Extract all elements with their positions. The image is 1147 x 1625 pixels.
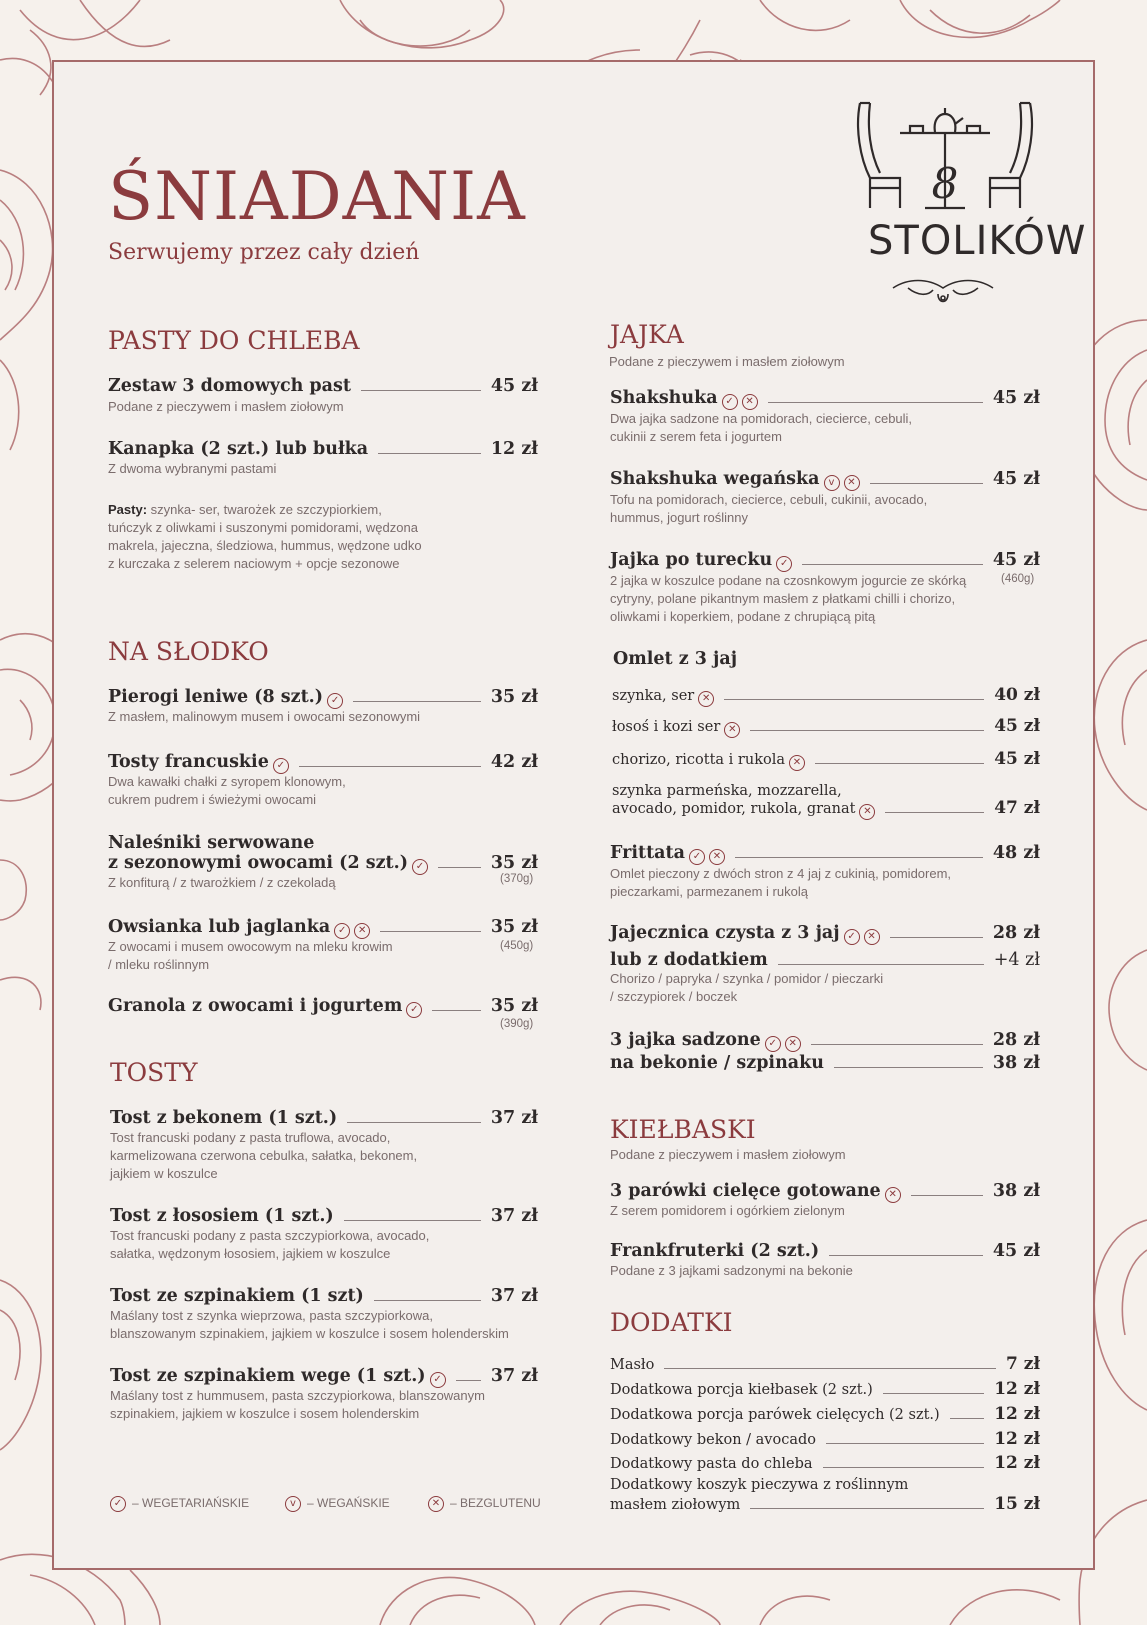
dotted-leader — [344, 1220, 481, 1221]
dotted-leader — [883, 1393, 984, 1394]
item-price: 45 zł — [992, 469, 1040, 489]
dotted-leader — [724, 699, 984, 700]
dotted-leader — [361, 390, 481, 391]
legend-label: – WEGETARIAŃSKIE — [132, 1496, 250, 1510]
item-name: Pierogi leniwe (8 szt.) — [108, 687, 324, 707]
section-title-pasty: PASTY DO CHLEBA — [108, 326, 360, 355]
page-title: ŚNIADANIA — [108, 158, 526, 235]
item-weight: (460g) — [1001, 573, 1035, 585]
item-price: 35 zł — [490, 853, 538, 873]
menu-item — [108, 752, 538, 773]
menu-item — [610, 1404, 1040, 1424]
item-price: 40 zł — [994, 685, 1040, 705]
item-name: Masło — [610, 1357, 655, 1373]
item-name: z sezonowymi owocami (2 szt.) — [108, 853, 408, 873]
item-price: 12 zł — [994, 1379, 1040, 1399]
item-price: 12 zł — [490, 439, 538, 459]
legend-label: – WEGAŃSKIE — [307, 1496, 390, 1510]
desc-line: Tofu na pomidorach, ciecierce, cebuli, cukinii, avocado, — [610, 492, 928, 507]
item-description: Podane z 3 jajkami sadzonymi na bekonie — [610, 1263, 853, 1278]
menu-item — [610, 469, 1040, 490]
dotted-leader — [885, 812, 984, 813]
gluten-free-icon: ✕ — [428, 1496, 444, 1512]
item-name: szynka parmeńska, mozzarella, — [612, 783, 842, 799]
vegetarian-icon: ✓ — [110, 1496, 126, 1512]
menu-item — [610, 1241, 1040, 1261]
desc-line: Dwa kawałki chałki z syropem klonowym, — [108, 774, 346, 789]
vegan-icon: v — [285, 1496, 301, 1512]
item-weight: (450g) — [500, 940, 534, 952]
item-name: Dodatkowa porcja parówek cielęcych (2 szt.) — [610, 1407, 940, 1423]
dotted-leader — [378, 453, 481, 454]
desc-line: / szczypiorek / boczek — [610, 989, 738, 1004]
item-description — [610, 491, 927, 527]
vegetarian-icon: ✓ — [844, 929, 860, 945]
menu-item — [110, 1206, 538, 1226]
menu-item — [610, 1429, 1040, 1449]
desc-line: Maślany tost z szynka wieprzowa, pasta szczypiorkowa, — [110, 1308, 433, 1323]
item-name: chorizo, ricotta i rukola — [612, 752, 785, 768]
section-title-dodatki: DODATKI — [610, 1308, 733, 1337]
section-note: Podane z pieczywem i masłem ziołowym — [610, 1147, 846, 1162]
dotted-leader — [829, 1255, 983, 1256]
gluten-free-icon: ✕ — [698, 691, 714, 707]
dotted-leader — [299, 766, 481, 767]
item-name: lub z dodatkiem — [610, 950, 768, 970]
item-price: 37 zł — [490, 1366, 538, 1386]
menu-item — [612, 716, 1040, 737]
item-price: 37 zł — [490, 1206, 538, 1226]
item-price: 45 zł — [992, 388, 1040, 408]
pasty-list — [108, 501, 428, 573]
item-price: 38 zł — [992, 1181, 1040, 1201]
item-description — [110, 1129, 417, 1183]
gluten-free-icon: ✕ — [789, 755, 805, 771]
gluten-free-icon: ✕ — [885, 1187, 901, 1203]
item-price: 28 zł — [992, 923, 1040, 943]
item-name: Tost ze szpinakiem (1 szt) — [110, 1286, 364, 1306]
vegetarian-icon: ✓ — [327, 693, 343, 709]
gluten-free-icon: ✕ — [742, 394, 758, 410]
dotted-leader — [750, 730, 984, 731]
menu-item — [610, 1181, 1040, 1202]
item-price: 35 zł — [490, 687, 538, 707]
desc-line: pieczarkami, parmezanem i rukolą — [610, 884, 808, 899]
item-name: Jajecznica czysta z 3 jaj — [610, 923, 840, 943]
item-name: Dodatkowa porcja kiełbasek (2 szt.) — [610, 1382, 873, 1398]
legend-label: – BEZGLUTENU — [450, 1496, 541, 1510]
desc-line: Tost francuski podany z pasta szczypiorkowa, avocado, — [110, 1228, 430, 1243]
item-name: Granola z owocami i jogurtem — [108, 996, 403, 1016]
section-title-jajka: JAJKA — [610, 320, 684, 349]
dotted-leader — [768, 402, 983, 403]
desc-line: Dwa jajka sadzone na pomidorach, ciecierce, cebuli, — [610, 411, 913, 426]
section-title-kielbaski: KIEŁBASKI — [610, 1115, 756, 1144]
vegetarian-icon: ✓ — [765, 1036, 781, 1052]
menu-item — [610, 1379, 1040, 1399]
item-name: szynka, ser — [612, 688, 695, 704]
item-price: 38 zł — [992, 1053, 1040, 1073]
item-price: 45 zł — [992, 550, 1040, 570]
item-name: na bekonie / szpinaku — [610, 1053, 824, 1073]
item-price: 12 zł — [994, 1429, 1040, 1449]
desc-line: oliwkami i koperkiem, podane z chrupiącą pitą — [610, 609, 876, 624]
section-note: Podane z pieczywem i masłem ziołowym — [609, 354, 845, 369]
menu-item — [612, 749, 1040, 770]
ornament-icon — [888, 276, 998, 310]
item-description — [610, 970, 883, 1006]
dotted-leader — [438, 867, 481, 868]
item-price: 45 zł — [992, 1241, 1040, 1261]
gluten-free-icon: ✕ — [844, 475, 860, 491]
dotted-leader — [802, 564, 983, 565]
item-description — [108, 773, 346, 809]
dotted-leader — [870, 483, 983, 484]
page-subtitle: Serwujemy przez cały dzień — [108, 240, 420, 265]
menu-item — [108, 853, 538, 874]
item-description — [610, 865, 951, 901]
desc-line: sałatka, wędzonym łososiem, jajkiem w koszulce — [110, 1246, 391, 1261]
legend-vegetarian — [110, 1495, 249, 1511]
item-price: +4 zł — [993, 950, 1040, 970]
menu-item — [610, 1494, 1040, 1514]
menu-item — [108, 439, 538, 459]
item-price: 12 zł — [994, 1453, 1040, 1473]
gluten-free-icon: ✕ — [354, 923, 370, 939]
item-description — [610, 410, 912, 446]
desc-line: 2 jajka w koszulce podane na czosnkowym jogurcie ze skórką — [610, 573, 967, 588]
desc-line: jajkiem w koszulce — [110, 1166, 218, 1181]
dotted-leader — [950, 1418, 985, 1419]
item-price: 45 zł — [994, 716, 1040, 736]
menu-item — [610, 1354, 1040, 1374]
desc-line: cukrem pudrem i świeżymi owocami — [108, 792, 317, 807]
menu-item — [108, 376, 538, 396]
dotted-leader — [890, 937, 983, 938]
item-description: Podane z pieczywem i masłem ziołowym — [108, 399, 344, 414]
menu-item — [612, 685, 1040, 706]
menu-item — [108, 996, 538, 1017]
desc-line: blanszowanym szpinakiem, jajkiem w koszulce i sosem holenderskim — [110, 1326, 509, 1341]
item-price: 35 zł — [490, 996, 538, 1016]
desc-line: karmelizowana czerwona cebulka, sałatka, bekonem, — [110, 1148, 418, 1163]
item-description: Z serem pomidorem i ogórkiem zielonym — [610, 1203, 845, 1218]
item-price: 28 zł — [992, 1030, 1040, 1050]
item-name: Jajka po turecku — [610, 550, 773, 570]
section-title-slodko: NA SŁODKO — [108, 637, 269, 666]
dotted-leader — [735, 857, 983, 858]
menu-item — [108, 917, 538, 938]
item-price: 42 zł — [490, 752, 538, 772]
desc-line: hummus, jogurt roślinny — [610, 510, 748, 525]
gluten-free-icon: ✕ — [785, 1036, 801, 1052]
dotted-leader — [834, 1067, 983, 1068]
dotted-leader — [432, 1010, 481, 1011]
cafe-logo-icon — [855, 98, 1035, 218]
gluten-free-icon: ✕ — [864, 929, 880, 945]
item-price: 37 zł — [490, 1108, 538, 1128]
item-description: Z masłem, malinowym musem i owocami sezonowymi — [108, 709, 421, 724]
gluten-free-icon: ✕ — [859, 804, 875, 820]
item-name: Tost z bekonem (1 szt.) — [110, 1108, 338, 1128]
dotted-leader — [750, 1508, 984, 1509]
item-name: masłem ziołowym — [610, 1497, 741, 1513]
item-price: 15 zł — [994, 1494, 1040, 1514]
desc-line: cytryny, polane pikantnym masłem z płatkami chilli i chorizo, — [610, 591, 956, 606]
item-name: avocado, pomidor, rukola, granat — [612, 801, 856, 817]
vegan-icon: v — [824, 475, 840, 491]
menu-item — [610, 923, 1040, 944]
item-name: łosoś i kozi ser — [612, 719, 721, 735]
gluten-free-icon: ✕ — [709, 849, 725, 865]
item-description — [108, 938, 393, 974]
menu-item — [610, 550, 1040, 571]
dotted-leader — [911, 1195, 983, 1196]
pasty-label: Pasty: — [108, 502, 148, 517]
omlet-title: Omlet z 3 jaj — [613, 649, 738, 669]
desc-line: Z owocami i musem owocowym na mleku krowim — [108, 939, 393, 954]
item-price: 12 zł — [994, 1404, 1040, 1424]
legend-vegan — [285, 1495, 390, 1511]
item-name: Dodatkowy pasta do chleba — [610, 1456, 813, 1472]
desc-line: Maślany tost z hummusem, pasta szczypiorkowa, blanszowanym — [110, 1388, 485, 1403]
vegetarian-icon: ✓ — [334, 923, 350, 939]
item-weight: (370g) — [500, 873, 534, 885]
item-name: Dodatkowy bekon / avocado — [610, 1432, 817, 1448]
desc-line: Tost francuski podany z pasta truflowa, avocado, — [110, 1130, 391, 1145]
menu-item — [110, 1366, 538, 1387]
legend-gluten-free — [428, 1495, 541, 1511]
item-name: Shakshuka wegańska — [610, 469, 820, 489]
item-name: Frittata — [610, 843, 685, 863]
item-description: Z konfiturą / z twarożkiem / z czekoladą — [108, 875, 336, 890]
item-weight: (390g) — [500, 1018, 534, 1030]
item-name: Dodatkowy koszyk pieczywa z roślinnym — [610, 1477, 909, 1493]
dotted-leader — [826, 1443, 984, 1444]
dotted-leader — [456, 1380, 481, 1381]
vegetarian-icon: ✓ — [406, 1002, 422, 1018]
item-name: Tosty francuskie — [108, 752, 269, 772]
item-price: 37 zł — [490, 1286, 538, 1306]
vegetarian-icon: ✓ — [776, 556, 792, 572]
item-description — [110, 1307, 509, 1343]
gluten-free-icon: ✕ — [724, 722, 740, 738]
logo-number: 8 — [931, 159, 959, 208]
menu-item — [108, 687, 538, 708]
dotted-leader — [815, 763, 984, 764]
desc-line: Omlet pieczony z dwóch stron z 4 jaj z cukinią, pomidorem, — [610, 866, 952, 881]
desc-line: Chorizo / papryka / szynka / pomidor / pieczarki — [610, 971, 884, 986]
dotted-leader — [778, 964, 984, 965]
menu-item — [610, 1053, 1040, 1073]
logo-text: STOLIKÓW — [868, 218, 1087, 264]
pasty-text: szynka- ser, twarożek ze szczypiorkiem, tuńczyk z oliwkami i suszonymi pomidorami, wędzona makrela, jajeczna, śledziowa, hummus, wędzone udko z kurczaka z selerem naciowym + opcje sezonowe — [108, 502, 422, 571]
item-price: 45 zł — [490, 376, 538, 396]
dotted-leader — [347, 1122, 481, 1123]
item-name: Naleśniki serwowane — [108, 833, 315, 853]
item-price: 47 zł — [994, 798, 1040, 818]
vegetarian-icon: ✓ — [273, 758, 289, 774]
item-description — [610, 572, 966, 626]
item-price: 45 zł — [994, 749, 1040, 769]
dotted-leader — [353, 701, 481, 702]
vegetarian-icon: ✓ — [412, 859, 428, 875]
item-name: Zestaw 3 domowych past — [108, 376, 351, 396]
menu-item — [110, 1108, 538, 1128]
item-name: Tost ze szpinakiem wege (1 szt.) — [110, 1366, 426, 1386]
dotted-leader — [380, 931, 481, 932]
section-title-tosty: TOSTY — [110, 1058, 198, 1087]
menu-item — [610, 950, 1040, 970]
item-description: Z dwoma wybranymi pastami — [108, 461, 277, 476]
vegetarian-icon: ✓ — [722, 394, 738, 410]
item-name: 3 jajka sadzone — [610, 1030, 761, 1050]
menu-item — [610, 1453, 1040, 1473]
item-name: Tost z łososiem (1 szt.) — [110, 1206, 334, 1226]
desc-line: szpinakiem, jajkiem w koszulce i sosem holenderskim — [110, 1406, 420, 1421]
item-name: Owsianka lub jaglanka — [108, 917, 331, 937]
desc-line: / mleku roślinnym — [108, 957, 210, 972]
item-name: 3 parówki cielęce gotowane — [610, 1181, 881, 1201]
menu-item — [610, 388, 1040, 409]
menu-item — [612, 798, 1040, 819]
item-price: 35 zł — [490, 917, 538, 937]
menu-item — [610, 1030, 1040, 1051]
item-description — [110, 1227, 429, 1263]
item-price: 48 zł — [992, 843, 1040, 863]
item-name: Kanapka (2 szt.) lub bułka — [108, 439, 369, 459]
item-description — [110, 1387, 485, 1423]
menu-item — [610, 843, 1040, 864]
dotted-leader — [811, 1044, 983, 1045]
menu-item — [110, 1286, 538, 1306]
vegetarian-icon: ✓ — [689, 849, 705, 865]
vegetarian-icon: ✓ — [430, 1372, 446, 1388]
dotted-leader — [823, 1467, 985, 1468]
dotted-leader — [664, 1368, 996, 1369]
item-name: Shakshuka — [610, 388, 718, 408]
item-price: 7 zł — [1006, 1354, 1040, 1374]
dotted-leader — [374, 1300, 481, 1301]
item-name: Frankfruterki (2 szt.) — [610, 1241, 820, 1261]
desc-line: cukinii z serem feta i jogurtem — [610, 429, 782, 444]
